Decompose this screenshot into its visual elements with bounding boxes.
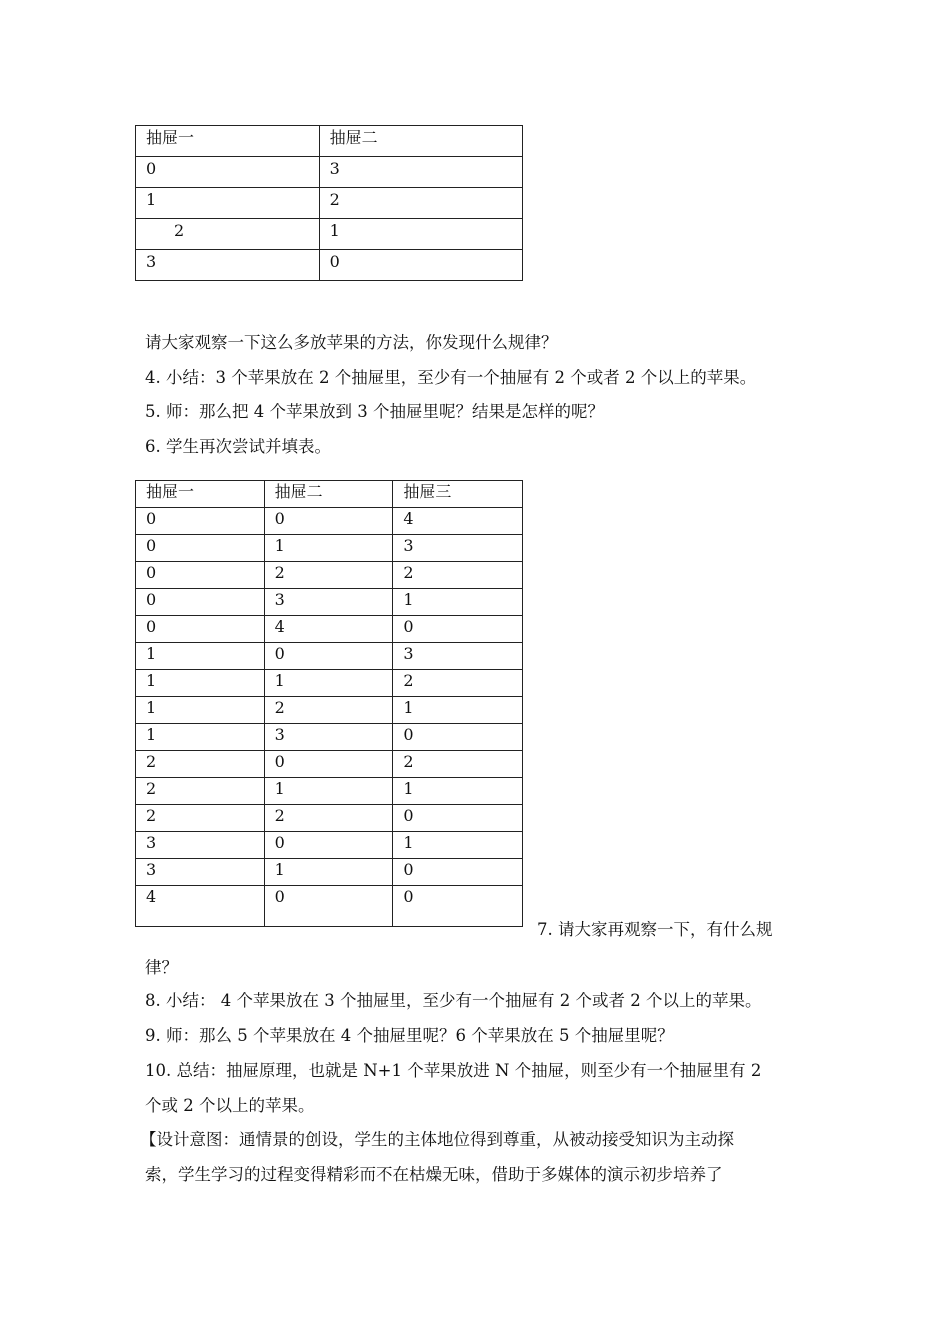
table-cell: 2 <box>393 670 523 697</box>
table-cell: 1 <box>136 697 265 724</box>
table-cell: 2 <box>136 751 265 778</box>
table-row <box>136 724 523 751</box>
table-cell: 1 <box>264 859 393 886</box>
paragraph-step-4: 4. 小结：3 个苹果放在 2 个抽屉里，至少有一个抽屉有 2 个或者 2 个以上的苹果。 <box>145 368 757 387</box>
table-cell: 1 <box>136 643 265 670</box>
table-cell: 1 <box>264 778 393 805</box>
paragraph-step-6: 6. 学生再次尝试并填表。 <box>145 437 331 456</box>
table-row <box>136 188 523 219</box>
paragraph-step-5: 5. 师：那么把 4 个苹果放到 3 个抽屉里呢？结果是怎样的呢？ <box>145 402 604 421</box>
table-cell: 1 <box>136 724 265 751</box>
paragraph-step-10: 10. 总结：抽屉原理，也就是 N+1 个苹果放进 N 个抽屉，则至少有一个抽屉里有 2 <box>145 1061 762 1080</box>
table-cell: 0 <box>393 886 523 927</box>
table-row <box>136 886 523 927</box>
table-cell: 1 <box>393 778 523 805</box>
table-header-row <box>136 126 523 157</box>
table-cell: 0 <box>136 157 320 188</box>
drawer-table-three <box>135 480 523 927</box>
table-cell: 3 <box>264 724 393 751</box>
paragraph-step-8: 8. 小结： 4 个苹果放在 3 个抽屉里，至少有一个抽屉有 2 个或者 2 个以上的苹果。 <box>145 991 762 1010</box>
table-cell: 0 <box>136 616 265 643</box>
table-cell: 0 <box>136 508 265 535</box>
table-cell: 0 <box>264 643 393 670</box>
table-row <box>136 670 523 697</box>
table-row <box>136 643 523 670</box>
table-cell: 1 <box>264 535 393 562</box>
table-header-cell: 抽屉一 <box>136 126 320 157</box>
table-cell: 1 <box>393 832 523 859</box>
table-row <box>136 219 523 250</box>
table-header-row <box>136 481 523 508</box>
table-cell: 4 <box>136 886 265 927</box>
table-cell: 2 <box>264 562 393 589</box>
table-cell: 3 <box>264 589 393 616</box>
table-cell: 0 <box>136 562 265 589</box>
table-cell: 2 <box>136 778 265 805</box>
paragraph-observe: 请大家观察一下这么多放苹果的方法，你发现什么规律？ <box>145 333 558 352</box>
table-row <box>136 157 523 188</box>
table-row <box>136 751 523 778</box>
table-cell: 2 <box>393 562 523 589</box>
table-cell: 0 <box>264 751 393 778</box>
table-header-cell: 抽屉一 <box>136 481 265 508</box>
table-cell: 3 <box>136 832 265 859</box>
table-cell: 0 <box>136 589 265 616</box>
table-cell: 0 <box>393 616 523 643</box>
drawer-table-two <box>135 125 523 281</box>
table-cell: 4 <box>264 616 393 643</box>
table-cell: 3 <box>393 535 523 562</box>
table-row <box>136 778 523 805</box>
table-cell: 1 <box>319 219 522 250</box>
table-cell: 0 <box>136 535 265 562</box>
table-header-cell: 抽屉三 <box>393 481 523 508</box>
table-cell: 1 <box>136 188 320 219</box>
table-cell: 3 <box>393 643 523 670</box>
table-cell: 0 <box>264 832 393 859</box>
table-cell: 0 <box>264 508 393 535</box>
table-cell: 0 <box>393 805 523 832</box>
table-header-cell: 抽屉二 <box>264 481 393 508</box>
table-row <box>136 832 523 859</box>
paragraph-step-10-cont: 个或 2 个以上的苹果。 <box>145 1096 315 1115</box>
table-cell: 3 <box>319 157 522 188</box>
table-cell: 2 <box>136 219 320 250</box>
table-row <box>136 616 523 643</box>
table-cell: 1 <box>136 670 265 697</box>
table-row <box>136 250 523 281</box>
table-cell: 3 <box>136 859 265 886</box>
paragraph-step-9: 9. 师：那么 5 个苹果放在 4 个抽屉里呢？6 个苹果放在 5 个抽屉里呢？ <box>145 1026 674 1045</box>
table-header-cell: 抽屉二 <box>319 126 522 157</box>
table-row <box>136 859 523 886</box>
paragraph-step-7-cont: 律？ <box>145 958 178 977</box>
table-cell: 0 <box>393 724 523 751</box>
table-cell: 0 <box>393 859 523 886</box>
table-cell: 4 <box>393 508 523 535</box>
table-row <box>136 697 523 724</box>
table-cell: 2 <box>136 805 265 832</box>
table-cell: 2 <box>319 188 522 219</box>
table-cell: 1 <box>393 697 523 724</box>
table-row <box>136 589 523 616</box>
table-cell: 1 <box>264 670 393 697</box>
table-cell: 2 <box>264 697 393 724</box>
table-row <box>136 508 523 535</box>
table-cell: 0 <box>319 250 522 281</box>
table-cell: 2 <box>393 751 523 778</box>
table-cell: 0 <box>264 886 393 927</box>
table-row <box>136 562 523 589</box>
paragraph-design-intent-cont: 索，学生学习的过程变得精彩而不在枯燥无味，借助于多媒体的演示初步培养了 <box>145 1165 723 1184</box>
table-cell: 3 <box>136 250 320 281</box>
table-cell: 2 <box>264 805 393 832</box>
paragraph-step-7: 7. 请大家再观察一下，有什么规 <box>537 920 773 939</box>
table-row <box>136 805 523 832</box>
paragraph-design-intent: 【设计意图：通情景的创设，学生的主体地位得到尊重，从被动接受知识为主动探 <box>140 1130 734 1149</box>
table-cell: 1 <box>393 589 523 616</box>
table-row <box>136 535 523 562</box>
